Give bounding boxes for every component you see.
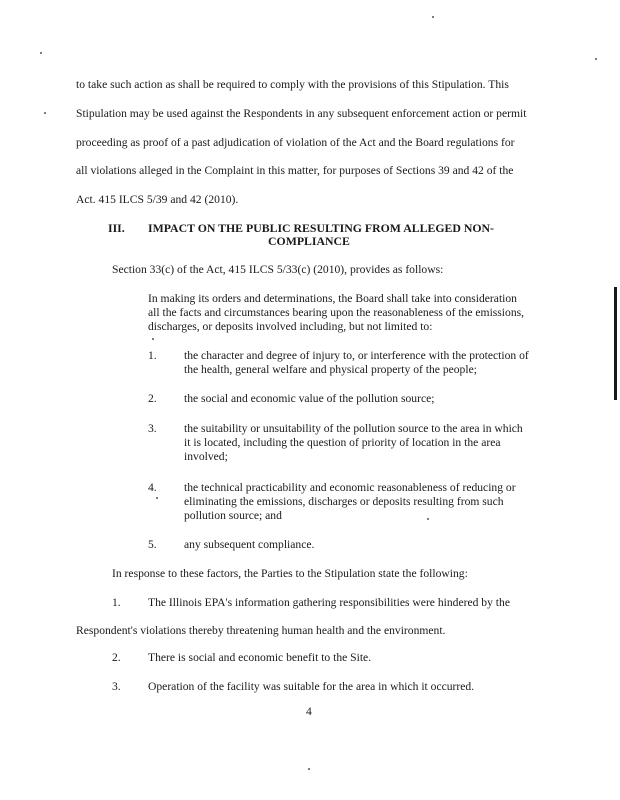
- quote-line: all the facts and circumstances bearing upon the reasonableness of the emissions,: [148, 306, 525, 319]
- response-line: There is social and economic benefit to the Site.: [148, 651, 372, 664]
- quote-item-line: pollution source; and: [184, 509, 282, 522]
- scan-speck: [156, 497, 158, 499]
- section-title-continued: COMPLIANCE: [268, 234, 350, 248]
- response-line-continued: Respondent's violations thereby threatening human health and the environment.: [76, 624, 446, 637]
- body-line: proceeding as proof of a past adjudication of violation of the Act and the Board regulations for: [76, 136, 515, 149]
- quote-line: discharges, or deposits involved including, but not limited to:: [148, 320, 433, 333]
- quote-item-line: the social and economic value of the pollution source;: [184, 392, 435, 405]
- quote-item-number: 2.: [148, 392, 157, 405]
- quote-item-number: 5.: [148, 538, 157, 551]
- quote-item-line: eliminating the emissions, discharges or deposits resulting from such: [184, 495, 504, 508]
- response-number: 2.: [112, 651, 121, 664]
- body-line: Stipulation may be used against the Respondents in any subsequent enforcement action or permit: [76, 107, 527, 120]
- body-line: Act. 415 ILCS 5/39 and 42 (2010).: [76, 193, 239, 206]
- response-intro: In response to these factors, the Parties to the Stipulation state the following:: [112, 567, 468, 580]
- quote-item-number: 1.: [148, 349, 157, 362]
- section-numeral: III.: [108, 221, 125, 235]
- scan-speck: [308, 768, 310, 770]
- quote-item-line: any subsequent compliance.: [184, 538, 315, 551]
- quote-item-number: 3.: [148, 422, 157, 435]
- scan-speck: [44, 112, 46, 114]
- page-number: 4: [306, 705, 312, 718]
- response-line: The Illinois EPA's information gathering responsibilities were hindered by the: [148, 596, 510, 609]
- scan-speck: [432, 16, 434, 18]
- scan-speck: [40, 52, 42, 54]
- quote-item-line: involved;: [184, 450, 228, 463]
- quote-item-number: 4.: [148, 481, 157, 494]
- body-line: all violations alleged in the Complaint in this matter, for purposes of Sections 39 and 42 of the: [76, 164, 514, 177]
- response-number: 1.: [112, 596, 121, 609]
- response-number: 3.: [112, 680, 121, 693]
- quote-item-line: the suitability or unsuitability of the pollution source to the area in which: [184, 422, 523, 435]
- section-intro: Section 33(c) of the Act, 415 ILCS 5/33(c) (2010), provides as follows:: [112, 263, 444, 276]
- quote-item-line: it is located, including the question of priority of location in the area: [184, 436, 501, 449]
- quote-item-line: the health, general welfare and physical property of the people;: [184, 363, 477, 376]
- scan-speck: [152, 338, 154, 340]
- body-line: to take such action as shall be required to comply with the provisions of this Stipulation. This: [76, 78, 509, 91]
- scan-speck: [427, 518, 429, 520]
- section-title: IMPACT ON THE PUBLIC RESULTING FROM ALLEGED NON-: [148, 221, 494, 235]
- margin-bar: [614, 287, 617, 400]
- quote-item-line: the character and degree of injury to, or interference with the protection of: [184, 349, 529, 362]
- scan-speck: [595, 58, 597, 60]
- quote-line: In making its orders and determinations, the Board shall take into consideration: [148, 292, 517, 305]
- response-line: Operation of the facility was suitable for the area in which it occurred.: [148, 680, 475, 693]
- quote-item-line: the technical practicability and economic reasonableness of reducing or: [184, 481, 516, 494]
